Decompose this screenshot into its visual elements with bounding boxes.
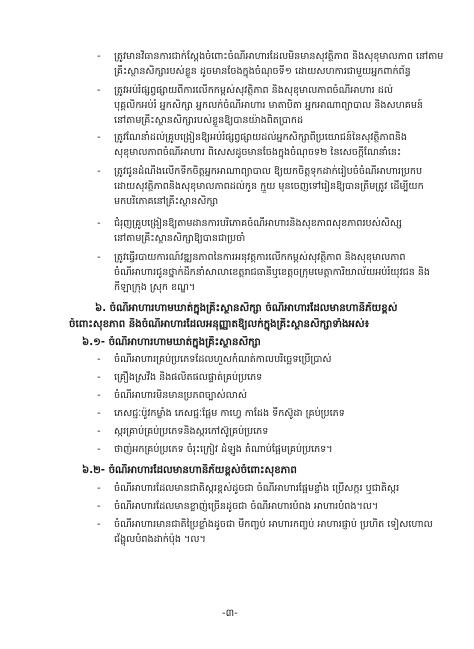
item-line: ត្រូវជូនដំណឹងលើកទឹកចិត្តអ្នកអាណាព្យាបាល ឱ្យយកចិត្តទុកដាក់រៀបចំចំណីអាហារប្រកប [114, 166, 423, 177]
subsection-heading: ៦.១- ចំណីអាហារហាមឃាត់ក្នុងគ្រឹះស្ថានសិក្សា [82, 337, 261, 348]
heading-line: ចំពោះសុខភាព និងចំណីអាហារដែលអនុញ្ញាតឱ្យលក់ក្នុងគ្រឹះស្ថានសិក្សាទាំងអស់៖ [69, 319, 370, 330]
item-line: ជ័ង្ហុលបំពងដាក់ប៉ុង ។ល។ [114, 534, 206, 545]
list-item: ចំណីអាហារដែលមានជាតិស្ករខ្ពស់ដូចជា ចំណីអាហារផ្អែមខ្លាំង ប្រើសក្ករ ឬជាតិស្ករ [114, 483, 400, 494]
bullet-marker: - [97, 252, 101, 263]
item-line: សុខុមាលភាពចំណីអាហារ ពិសេសដូចមានចែងក្នុងចំណុចទ២ នៃសេចក្ដីណែនាំនេះ [114, 147, 402, 158]
item-line: ត្រូវណែនាំដល់គ្រូបង្រៀនឱ្យអប់រំផ្សព្វផ្សាយដល់អ្នកសិក្សាពីប្រយោជន៍នៃសុវត្ថិភាពនិង [114, 132, 407, 143]
heading-line: ៦. ចំណីអាហារហាមឃាត់ក្នុងគ្រឹះស្ថានសិក្សា ចំណីអាហារដែលមានហានិភ័យខ្ពស់ [95, 303, 398, 314]
bullet-marker: - [97, 132, 101, 143]
list-item: ថាញ់អកគ្រប់ប្រភេទ ចំរុះក្រៀវ ដំឡូង តំណាប់ផ្អែមគ្រប់ប្រភេទ។ [114, 444, 333, 455]
item-line: មកបរិភោគនៅគ្រឹះស្ថានសិក្សា [114, 196, 219, 207]
list-item: ភេសជ្ជៈប៉ូវកម្លាំង ភេសជ្ជៈផ្អែម កាហ្វេ កាដែង ទឹកស៊ូដា គ្រប់ប្រភេទ [114, 408, 345, 419]
item-line: ជំរុញគ្រូបង្រៀនឱ្យតាមដានការបរិភោគចំណីអាហារនិងសុខភាពសុខភាពរបស់សិស្ស [114, 218, 402, 229]
item-line: ត្រូវអប់រំផ្សព្វផ្សាយពីការលើកកម្ពស់សុវត្ថិភាព និងសុខុមាលភាពចំណីអាហារ ដល់ [114, 85, 393, 96]
page-number: -៣- [222, 608, 238, 619]
list-item: ចំណីអាហារដែលមានខ្លាញ់ច្រើនដូចជា ចំណីអាហារបំពង អាហារបំពង។ល។ [114, 501, 379, 512]
bullet-marker: - [97, 166, 101, 177]
item-line: គ្រឹះស្ថានសិក្សារបស់ខ្លួន ដូចមានចែងក្នុងចំណុចទី១ ដោយសហការជាមួយអ្នកពាក់ព័ន្ធ [114, 66, 411, 77]
bullet-marker: - [97, 85, 101, 96]
bullet-marker: - [97, 483, 101, 494]
bullet-marker: - [97, 426, 101, 437]
item-line: នៅតាមគ្រឹះស្ថានសិក្សារបស់ខ្លួនឱ្យបានយ៉ាងពិតប្រាកដ [114, 115, 304, 126]
bullet-marker: - [97, 218, 101, 229]
item-line: កីឡាក្រុង ស្រុក ខណ្ឌ។ [114, 282, 196, 293]
bullet-marker: - [97, 51, 101, 62]
item-line: នៅតាមគ្រឹះស្ថានសិក្សាឱ្យបានជាប្រចាំ [114, 233, 246, 244]
bullet-marker: - [97, 354, 101, 365]
item-line: ដោយសុវត្ថិភាពនិងសុខុមាលភាពដល់កូន ក្មួយ មុនចេញទៅរៀនឱ្យបានត្រឹមត្រូវ ដើម្បីយក [114, 181, 424, 192]
bullet-marker: - [97, 519, 101, 530]
bullet-marker: - [97, 501, 101, 512]
list-item: ចំណីអាហារមិនមានប្រភពច្បាស់លាស់ [114, 390, 247, 401]
list-item: ស្ករគ្រាប់គ្រប់ប្រភេទនិងស្ករកៅស៊ូគ្រប់ប្រភេទ [114, 426, 269, 437]
list-item: ចំណីអាហារគ្រប់ប្រភេទដែលហួសកំណត់កាលបរិច្ឆេទប្រើប្រាស់ [114, 354, 332, 365]
item-line: ត្រូវធ្វើរបាយការណ៍វឌ្ឍនភាពនៃការអនុវត្តការលើកកម្ពស់សុវត្ថិភាព និងសុខុមាលភាព [114, 252, 406, 263]
bullet-marker: - [97, 444, 101, 455]
list-item: គ្រឿងស្រវឹង និងផលិតផលផ្ទាត់គ្រប់ប្រភេទ [114, 372, 263, 383]
item-line: ចំណីអាហារជូនថ្នាក់ដឹកនាំសាលាខេត្តរាជធានីឬខេត្តចក្រុមមេត្តាការិយាល័យអប់រំយុវជន និង [114, 267, 431, 278]
bullet-marker: - [97, 408, 101, 419]
subsection-heading: ៦.២- ចំណីអាហារដែលមានហានិភ័យខ្ពស់ចំពោះសុខភាព [82, 465, 297, 476]
item-line: ត្រូវមានវិធានការជាក់ស្ដែងចំពោះចំណីអាហារដែលមិនមានសុវត្ថិភាព និងសុខុមាលភាព នៅតាម [114, 51, 444, 62]
bullet-marker: - [97, 372, 101, 383]
list-item: ចំណីអាហារមានជាតិប្រៃខ្លាំងដូចជា មីកញ្ចប់ អាហារកញ្ចប់ អាហារផ្ញាប់ ប្រហិត ទៀសហោល [114, 519, 433, 530]
bullet-marker: - [97, 390, 101, 401]
intro-list [0, 0, 474, 320]
item-line: បុគ្គលិកអប់រំ អ្នកសិក្សា អ្នកលក់ចំណីអាហារ មាតាបិតា អ្នកអាណាព្យាបាល និងសហគមន៍ [114, 100, 424, 111]
